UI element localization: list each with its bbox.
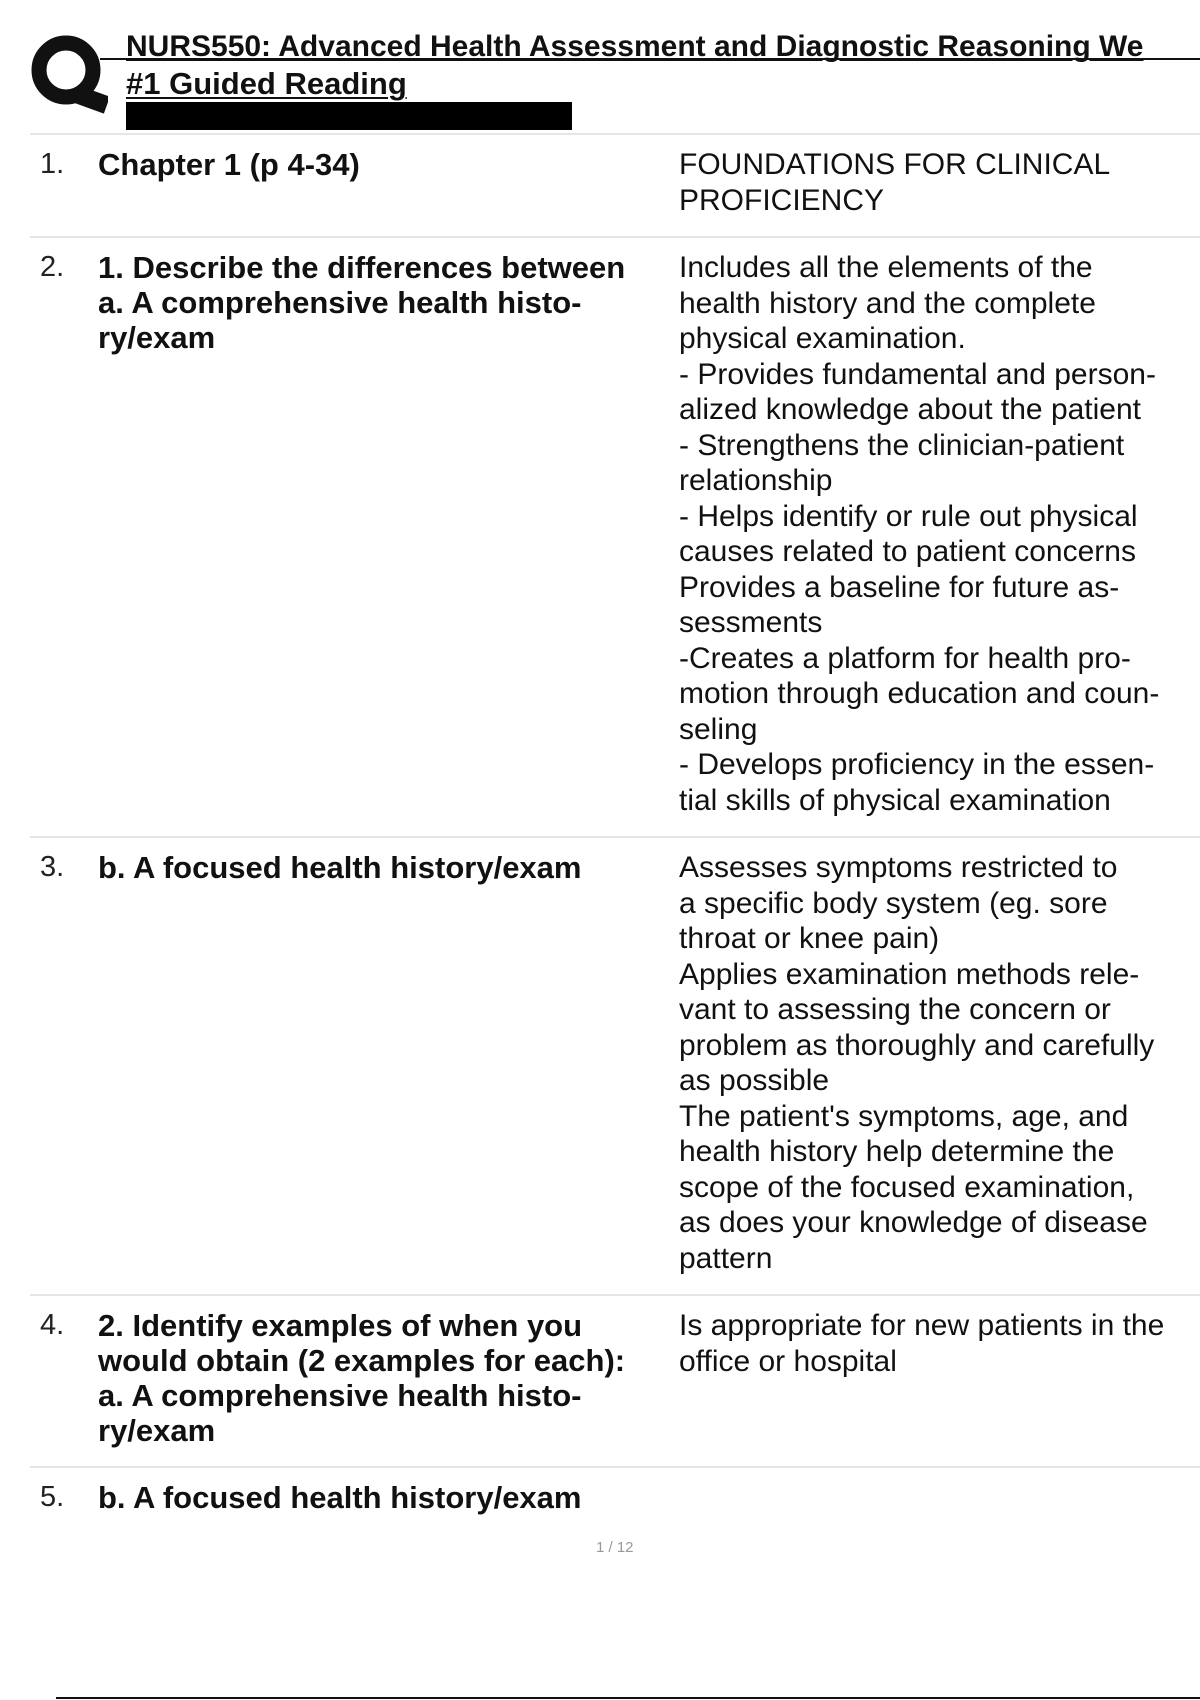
answer-line: scope of the focused examination, xyxy=(679,1170,1135,1204)
question-line: would obtain (2 examples for each): xyxy=(98,1343,626,1378)
document-title: NURS550: Advanced Health Assessment and Diagnostic Reasoning We xyxy=(126,30,1144,63)
card-number: 4. xyxy=(40,1309,65,1341)
card-answer xyxy=(679,1308,1200,1448)
answer-line: Assesses symptoms restricted to xyxy=(679,851,1118,884)
question-line: ry/exam xyxy=(98,320,216,355)
card-row xyxy=(30,133,1200,236)
card-answer xyxy=(679,850,1200,1276)
answer-line: - Provides fundamental and person- xyxy=(679,357,1156,391)
answer-line: office or hospital xyxy=(679,1344,897,1378)
card-row xyxy=(30,836,1200,1294)
question-line: 1. Describe the differences between xyxy=(98,250,626,285)
answer-line: PROFICIENCY xyxy=(679,183,885,217)
answer-line: physical examination. xyxy=(679,322,966,355)
answer-line: seling xyxy=(679,712,758,746)
card-number: 2. xyxy=(40,251,65,283)
answer-line: health history and the complete xyxy=(679,286,1096,320)
question-line: 2. Identify examples of when you xyxy=(98,1308,583,1343)
answer-line: alized knowledge about the patient xyxy=(679,393,1142,426)
answer-line: FOUNDATIONS FOR CLINICAL xyxy=(679,148,1111,181)
card-question xyxy=(98,147,679,218)
card-number: 5. xyxy=(40,1481,65,1513)
redaction-bar xyxy=(126,102,572,130)
answer-line: Provides a baseline for future as- xyxy=(679,570,1120,604)
card-question xyxy=(98,850,679,1276)
quizlet-q-logo-icon xyxy=(30,30,108,114)
question-line: a. A comprehensive health histo- xyxy=(98,1378,582,1413)
answer-line: -Creates a platform for health pro- xyxy=(679,641,1131,675)
answer-line: as possible xyxy=(679,1064,830,1097)
answer-line: - Strengthens the clinician-patient xyxy=(679,428,1125,462)
question-line: Chapter 1 (p 4-34) xyxy=(98,147,360,182)
card-number: 3. xyxy=(40,851,65,883)
card-question xyxy=(98,1308,679,1448)
card-row xyxy=(30,1466,1200,1533)
bottom-rule xyxy=(56,1697,1200,1699)
answer-line: - Helps identify or rule out physical xyxy=(679,499,1138,533)
answer-line: relationship xyxy=(679,464,833,497)
answer-line: throat or knee pain) xyxy=(679,922,940,955)
card-answer xyxy=(679,147,1200,218)
card-question xyxy=(98,1480,679,1515)
answer-line: - Develops proficiency in the essen- xyxy=(679,748,1155,781)
answer-line: Includes all the elements of the xyxy=(679,251,1093,284)
document-subtitle: #1 Guided Reading xyxy=(126,66,407,101)
flashcard-table xyxy=(30,133,1200,1533)
answer-line: sessments xyxy=(679,606,823,639)
question-line: ry/exam xyxy=(98,1413,216,1448)
answer-line: problem as thoroughly and carefully xyxy=(679,1028,1155,1062)
answer-line: vant to assessing the concern or xyxy=(679,993,1111,1026)
card-answer xyxy=(679,1480,1200,1515)
answer-line: causes related to patient concerns xyxy=(679,535,1136,568)
answer-line: The patient's symptoms, age, and xyxy=(679,1099,1129,1133)
card-question xyxy=(98,250,679,818)
answer-line: health history help determine the xyxy=(679,1135,1115,1168)
answer-line: Applies examination methods rele- xyxy=(679,957,1140,991)
question-line: b. A focused health history/exam xyxy=(98,850,582,885)
answer-line: a specific body system (eg. sore xyxy=(679,886,1108,920)
answer-line: pattern xyxy=(679,1241,773,1275)
card-number: 1. xyxy=(40,148,65,180)
card-answer xyxy=(679,250,1200,818)
answer-line: Is appropriate for new patients in the xyxy=(679,1309,1165,1342)
answer-line: as does your knowledge of disease xyxy=(679,1206,1148,1239)
question-line: a. A comprehensive health histo- xyxy=(98,285,582,320)
page-indicator: 1 / 12 xyxy=(596,1539,634,1556)
question-line: b. A focused health history/exam xyxy=(98,1480,582,1515)
card-row xyxy=(30,1294,1200,1466)
answer-line: tial skills of physical examination xyxy=(679,783,1111,817)
card-row xyxy=(30,236,1200,836)
answer-line: motion through education and coun- xyxy=(679,677,1160,710)
